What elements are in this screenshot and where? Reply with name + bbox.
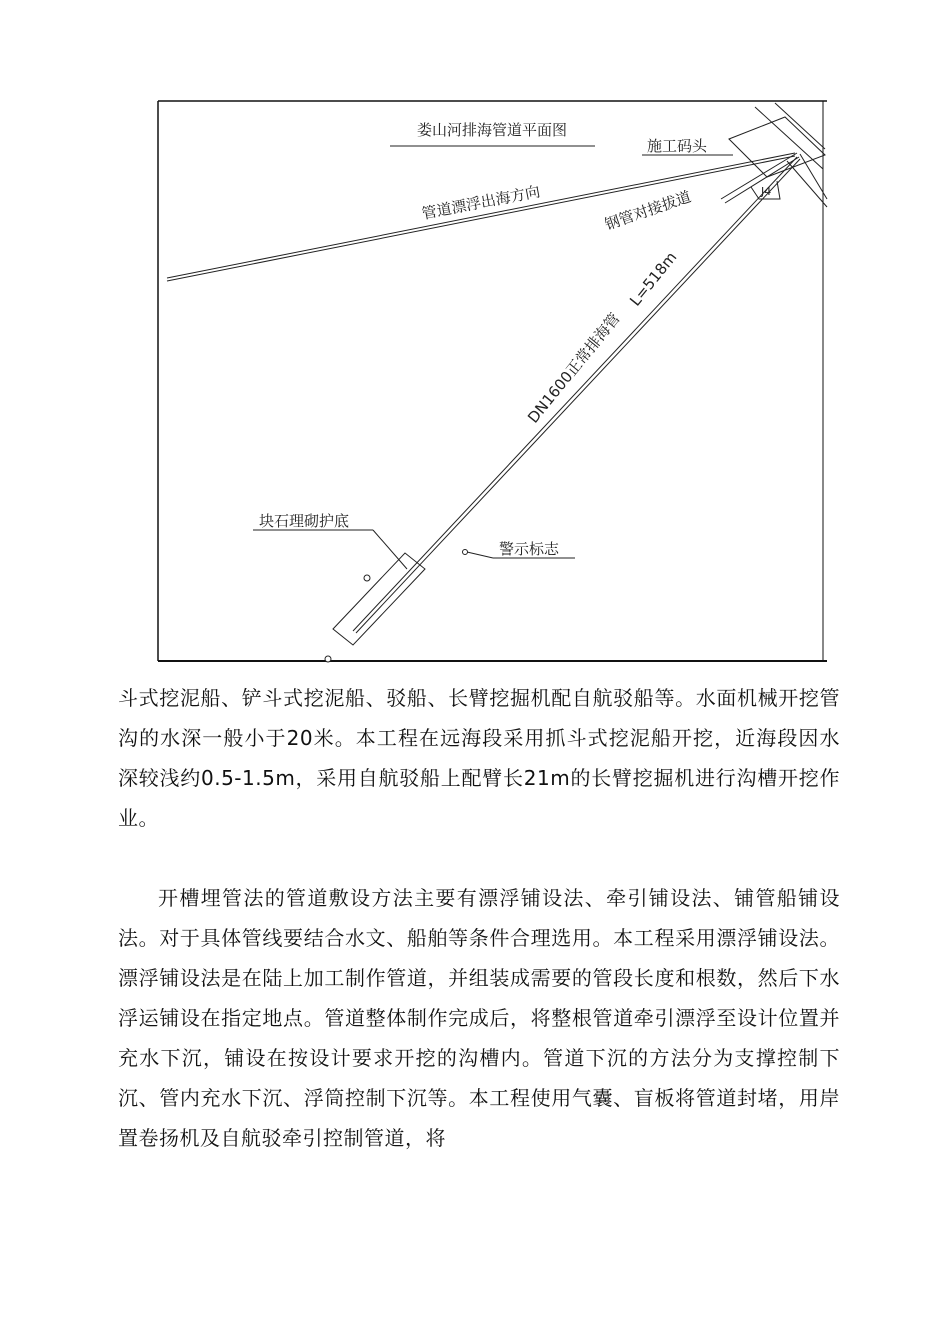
riprap-protection bbox=[333, 553, 425, 645]
pipeline-plan-drawing bbox=[155, 99, 829, 665]
float-direction-label: 管道漂浮出海方向 bbox=[420, 182, 542, 223]
slipway bbox=[721, 153, 799, 203]
float-direction-line bbox=[167, 153, 795, 281]
pipe-label: DN1600正常排海管 bbox=[524, 309, 624, 427]
body-paragraph-1: 斗式挖泥船、铲斗式挖泥船、驳船、长臂挖掘机配自航驳船等。水面机械开挖管沟的水深一般小于20米。本工程在远海段采用抓斗式挖泥船开挖，近海段因水深较浅约0.5-1.5m，采用自航驳船上配臂长21m的长臂挖掘机进行沟槽开挖作业。 bbox=[118, 686, 840, 830]
pipe-line bbox=[353, 157, 800, 633]
warning-marker bbox=[463, 550, 468, 555]
slipway-label: 钢管对接拔道 bbox=[602, 187, 694, 234]
riprap-label: 块石理砌护底 bbox=[259, 512, 350, 530]
body-paragraph-2: 开槽埋管法的管道敷设方法主要有漂浮铺设法、牵引铺设法、铺管船铺设法。对于具体管线要结合水文、船舶等条件合理选用。本工程采用漂浮铺设法。漂浮铺设法是在陆上加工制作管道，并组装成需要的管段长度和根数，然后下水浮运铺设在指定地点。管道整体制作完成后，将整根管道牵引漂浮至设计位置并充水下沉，铺设在按设计要求开挖的沟槽内。管道下沉的方法分为支撑控制下沉、管内充水下沉、浮筒控制下沉等。本工程使用气囊、盲板将管道封堵，用岸置卷扬机及自航驳牵引控制管道，将 bbox=[118, 886, 840, 1150]
pipe-length-label: L=518m bbox=[626, 248, 681, 310]
warning-label: 警示标志 bbox=[499, 540, 560, 558]
drawing-title: 娄山河排海管道平面图 bbox=[417, 121, 568, 139]
drawing-frame bbox=[158, 101, 827, 661]
buoy-marker bbox=[325, 656, 331, 662]
marker-label: J4 bbox=[761, 185, 772, 198]
buoy-marker bbox=[364, 575, 370, 581]
wharf-label: 施工码头 bbox=[647, 137, 708, 155]
